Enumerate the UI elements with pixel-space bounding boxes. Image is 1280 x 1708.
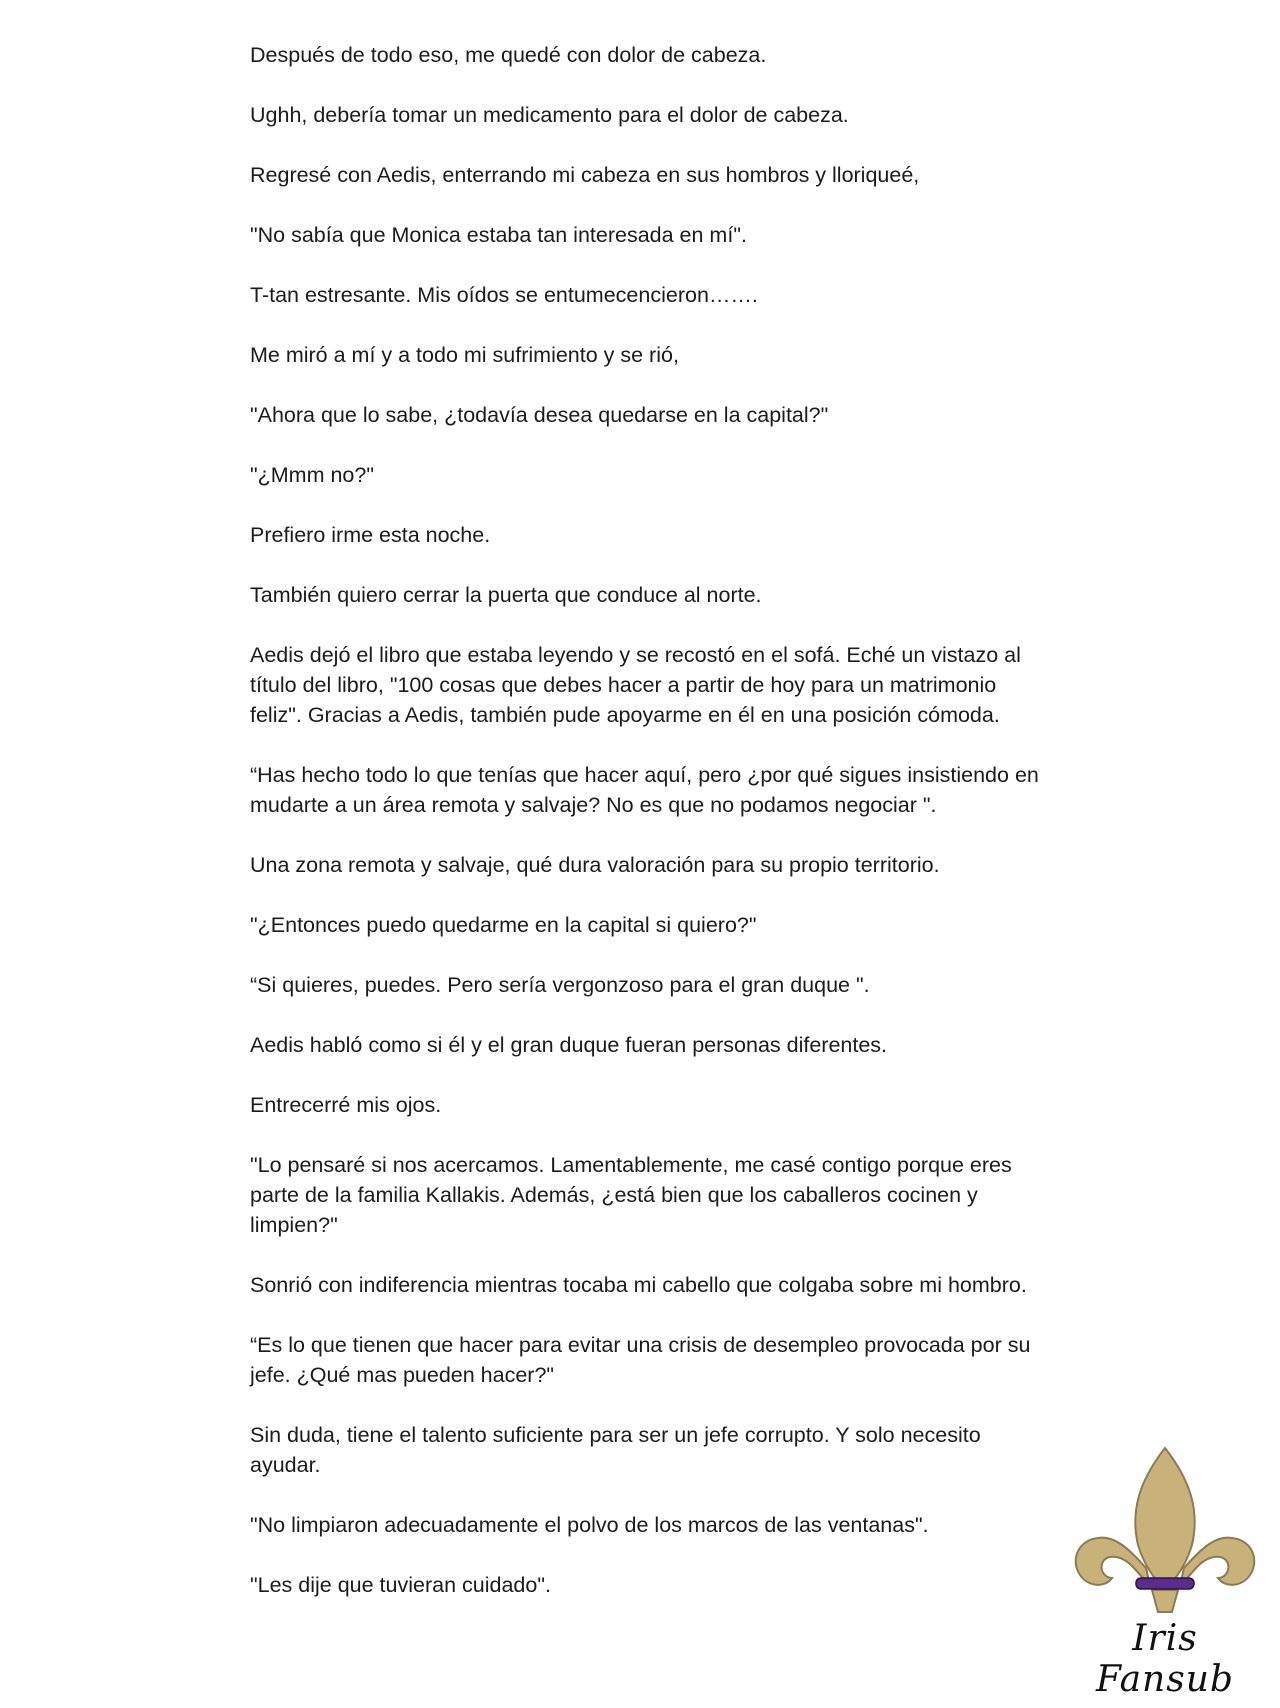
paragraph: "No sabía que Monica estaba tan interesada en mí".: [250, 223, 747, 247]
watermark-text: Iris Fansub: [1096, 1618, 1234, 1700]
paragraph: “Es lo que tienen que hacer para evitar una crisis de desempleo provocada por su jefe. ¿Qué mas pueden hacer?": [250, 1333, 1031, 1387]
paragraph: Sin duda, tiene el talento suficiente para ser un jefe corrupto. Y solo necesito ayudar.: [250, 1423, 981, 1477]
paragraph: Una zona remota y salvaje, qué dura valoración para su propio territorio.: [250, 853, 940, 877]
paragraph: Prefiero irme esta noche.: [250, 523, 491, 547]
paragraph: Aedis habló como si él y el gran duque fueran personas diferentes.: [250, 1033, 888, 1057]
document-body: [250, 40, 1050, 1630]
paragraph: “Has hecho todo lo que tenías que hacer aquí, pero ¿por qué sigues insistiendo en mudarte a un área remota y salvaje? No es que no podamos negociar ".: [250, 763, 1039, 817]
fleur-de-lis-icon: [1060, 1440, 1270, 1615]
paragraph: "No limpiaron adecuadamente el polvo de los marcos de las ventanas".: [250, 1513, 929, 1537]
paragraph: Aedis dejó el libro que estaba leyendo y se recostó en el sofá. Eché un vistazo al título del libro, "100 cosas que debes hacer a partir de hoy para un matrimonio feliz". Gracias a Aedis, también pude apoyarme en él en una posición cómoda.: [250, 643, 1021, 727]
paragraph: Entrecerré mis ojos.: [250, 1093, 442, 1117]
paragraph: También quiero cerrar la puerta que conduce al norte.: [250, 583, 762, 607]
paragraph: Después de todo eso, me quedé con dolor de cabeza.: [250, 43, 767, 67]
watermark: [1060, 1440, 1270, 1700]
paragraph: "¿Entonces puedo quedarme en la capital si quiero?": [250, 913, 757, 937]
paragraph: "Les dije que tuvieran cuidado".: [250, 1573, 551, 1597]
paragraph: Me miró a mí y a todo mi sufrimiento y se rió,: [250, 343, 679, 367]
paragraph: Regresé con Aedis, enterrando mi cabeza en sus hombros y lloriqueé,: [250, 163, 920, 187]
paragraph: "¿Mmm no?": [250, 463, 374, 487]
paragraph: T-tan estresante. Mis oídos se entumecencieron…….: [250, 283, 758, 307]
paragraph: "Ahora que lo sabe, ¿todavía desea quedarse en la capital?": [250, 403, 829, 427]
paragraph: “Si quieres, puedes. Pero sería vergonzoso para el gran duque ".: [250, 973, 870, 997]
paragraph: Ughh, debería tomar un medicamento para el dolor de cabeza.: [250, 103, 849, 127]
paragraph: Sonrió con indiferencia mientras tocaba mi cabello que colgaba sobre mi hombro.: [250, 1273, 1027, 1297]
paragraph: "Lo pensaré si nos acercamos. Lamentablemente, me casé contigo porque eres parte de la familia Kallakis. Además, ¿está bien que los caballeros cocinen y limpien?": [250, 1153, 1012, 1237]
